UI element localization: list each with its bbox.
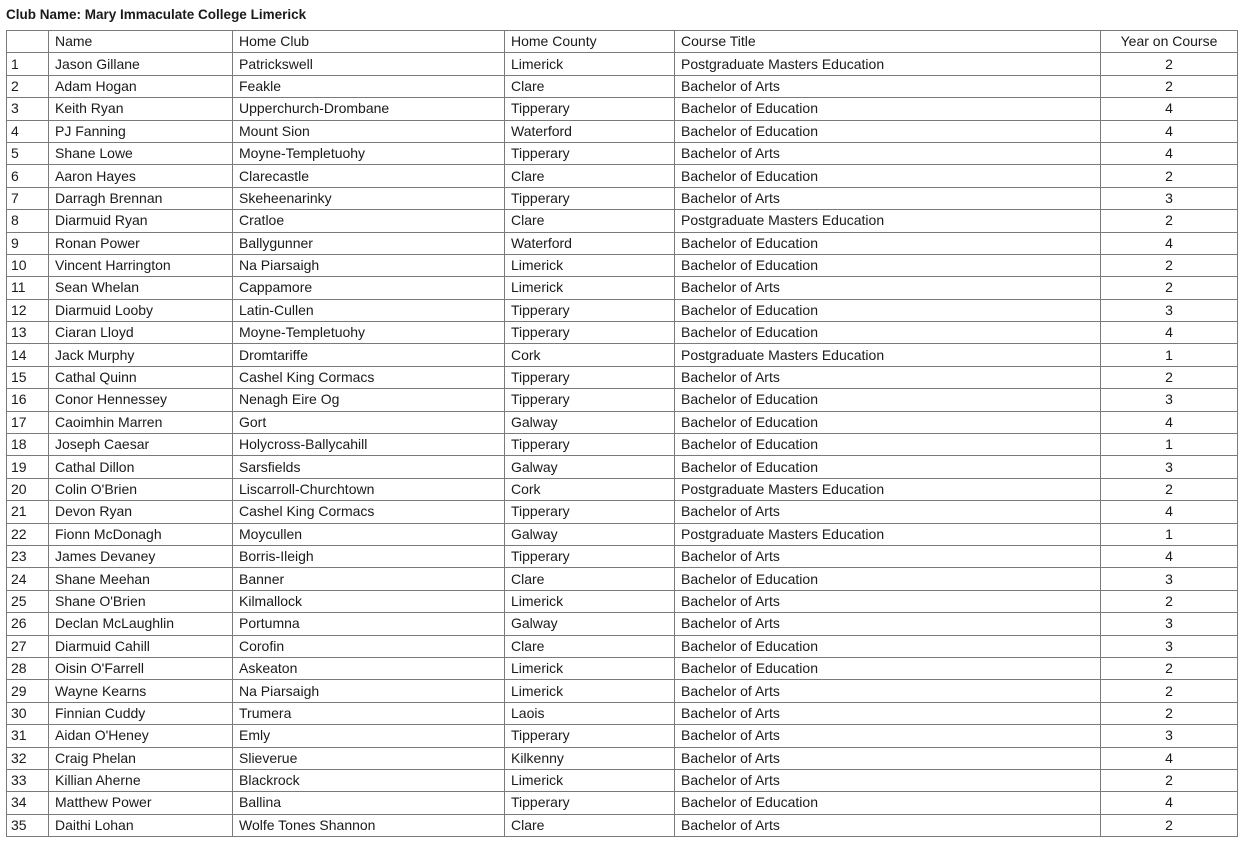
cell-number: 22 <box>7 523 49 545</box>
cell-home-club: Skeheenarinky <box>233 187 505 209</box>
cell-home-county: Cork <box>505 344 675 366</box>
cell-course-title: Postgraduate Masters Education <box>675 53 1101 75</box>
cell-number: 3 <box>7 98 49 120</box>
cell-course-title: Bachelor of Arts <box>675 75 1101 97</box>
club-title: Club Name: Mary Immaculate College Limerick <box>6 7 307 22</box>
cell-home-club: Holycross-Ballycahill <box>233 434 505 456</box>
cell-name: Colin O'Brien <box>49 478 233 500</box>
cell-name: Shane Lowe <box>49 142 233 164</box>
cell-course-title: Bachelor of Arts <box>675 545 1101 567</box>
cell-number: 20 <box>7 478 49 500</box>
table-row <box>7 501 1238 523</box>
cell-number: 4 <box>7 120 49 142</box>
column-header-year-on-course: Year on Course <box>1101 31 1238 53</box>
cell-home-club: Cashel King Cormacs <box>233 366 505 388</box>
cell-home-county: Laois <box>505 702 675 724</box>
cell-name: Daithi Lohan <box>49 814 233 836</box>
cell-year-on-course: 1 <box>1101 344 1238 366</box>
cell-course-title: Bachelor of Arts <box>675 501 1101 523</box>
table-row <box>7 98 1238 120</box>
cell-course-title: Bachelor of Education <box>675 120 1101 142</box>
cell-year-on-course: 4 <box>1101 120 1238 142</box>
cell-course-title: Bachelor of Arts <box>675 187 1101 209</box>
table-row <box>7 120 1238 142</box>
cell-home-club: Cappamore <box>233 277 505 299</box>
cell-name: Declan McLaughlin <box>49 613 233 635</box>
cell-number: 15 <box>7 366 49 388</box>
cell-course-title: Bachelor of Education <box>675 165 1101 187</box>
cell-course-title: Bachelor of Education <box>675 411 1101 433</box>
cell-name: Cathal Quinn <box>49 366 233 388</box>
cell-course-title: Bachelor of Education <box>675 657 1101 679</box>
header-row <box>7 31 1238 53</box>
cell-home-club: Feakle <box>233 75 505 97</box>
column-header-home-club: Home Club <box>233 31 505 53</box>
cell-home-club: Patrickswell <box>233 53 505 75</box>
cell-home-club: Gort <box>233 411 505 433</box>
cell-home-club: Ballina <box>233 792 505 814</box>
cell-year-on-course: 3 <box>1101 389 1238 411</box>
cell-home-county: Galway <box>505 523 675 545</box>
table-row <box>7 613 1238 635</box>
cell-home-club: Banner <box>233 568 505 590</box>
cell-name: Ronan Power <box>49 232 233 254</box>
table-row <box>7 322 1238 344</box>
cell-year-on-course: 2 <box>1101 277 1238 299</box>
cell-home-club: Nenagh Eire Og <box>233 389 505 411</box>
cell-home-county: Cork <box>505 478 675 500</box>
cell-home-club: Trumera <box>233 702 505 724</box>
table-row <box>7 53 1238 75</box>
cell-home-club: Cratloe <box>233 210 505 232</box>
cell-course-title: Bachelor of Education <box>675 299 1101 321</box>
cell-year-on-course: 3 <box>1101 456 1238 478</box>
cell-course-title: Bachelor of Arts <box>675 702 1101 724</box>
cell-course-title: Bachelor of Arts <box>675 613 1101 635</box>
table-row <box>7 254 1238 276</box>
cell-year-on-course: 2 <box>1101 478 1238 500</box>
cell-year-on-course: 2 <box>1101 75 1238 97</box>
cell-home-club: Slieverue <box>233 747 505 769</box>
cell-home-county: Clare <box>505 75 675 97</box>
table-row <box>7 299 1238 321</box>
cell-year-on-course: 2 <box>1101 657 1238 679</box>
table-row <box>7 769 1238 791</box>
cell-home-club: Wolfe Tones Shannon <box>233 814 505 836</box>
cell-home-county: Limerick <box>505 657 675 679</box>
cell-year-on-course: 3 <box>1101 613 1238 635</box>
cell-year-on-course: 2 <box>1101 680 1238 702</box>
cell-home-club: Latin-Cullen <box>233 299 505 321</box>
cell-home-county: Limerick <box>505 254 675 276</box>
cell-home-club: Blackrock <box>233 769 505 791</box>
cell-home-club: Corofin <box>233 635 505 657</box>
cell-year-on-course: 2 <box>1101 769 1238 791</box>
cell-home-county: Clare <box>505 568 675 590</box>
cell-number: 1 <box>7 53 49 75</box>
cell-home-club: Kilmallock <box>233 590 505 612</box>
cell-number: 23 <box>7 545 49 567</box>
cell-number: 17 <box>7 411 49 433</box>
cell-year-on-course: 4 <box>1101 232 1238 254</box>
table-row <box>7 411 1238 433</box>
cell-home-county: Kilkenny <box>505 747 675 769</box>
column-header-home-county: Home County <box>505 31 675 53</box>
cell-course-title: Bachelor of Arts <box>675 142 1101 164</box>
cell-year-on-course: 3 <box>1101 187 1238 209</box>
table-row <box>7 389 1238 411</box>
cell-year-on-course: 4 <box>1101 501 1238 523</box>
cell-number: 5 <box>7 142 49 164</box>
column-header-course-title: Course Title <box>675 31 1101 53</box>
cell-name: Cathal Dillon <box>49 456 233 478</box>
cell-name: Caoimhin Marren <box>49 411 233 433</box>
cell-course-title: Bachelor of Education <box>675 232 1101 254</box>
table-row <box>7 344 1238 366</box>
cell-home-club: Liscarroll-Churchtown <box>233 478 505 500</box>
cell-number: 10 <box>7 254 49 276</box>
cell-name: Wayne Kearns <box>49 680 233 702</box>
cell-name: Darragh Brennan <box>49 187 233 209</box>
cell-course-title: Bachelor of Arts <box>675 590 1101 612</box>
cell-home-county: Tipperary <box>505 98 675 120</box>
cell-course-title: Bachelor of Education <box>675 389 1101 411</box>
cell-year-on-course: 2 <box>1101 590 1238 612</box>
cell-name: Diarmuid Ryan <box>49 210 233 232</box>
cell-home-county: Tipperary <box>505 366 675 388</box>
cell-year-on-course: 2 <box>1101 702 1238 724</box>
cell-home-county: Clare <box>505 165 675 187</box>
cell-year-on-course: 4 <box>1101 142 1238 164</box>
cell-name: Craig Phelan <box>49 747 233 769</box>
cell-number: 30 <box>7 702 49 724</box>
table-row <box>7 232 1238 254</box>
cell-home-county: Waterford <box>505 232 675 254</box>
cell-course-title: Bachelor of Arts <box>675 366 1101 388</box>
cell-number: 33 <box>7 769 49 791</box>
cell-home-county: Tipperary <box>505 187 675 209</box>
table-row <box>7 747 1238 769</box>
cell-year-on-course: 1 <box>1101 434 1238 456</box>
cell-name: Diarmuid Looby <box>49 299 233 321</box>
table-row <box>7 590 1238 612</box>
cell-home-club: Mount Sion <box>233 120 505 142</box>
table-row <box>7 478 1238 500</box>
cell-home-club: Portumna <box>233 613 505 635</box>
table-row <box>7 277 1238 299</box>
cell-year-on-course: 3 <box>1101 568 1238 590</box>
cell-number: 7 <box>7 187 49 209</box>
cell-home-county: Tipperary <box>505 322 675 344</box>
cell-name: Shane O'Brien <box>49 590 233 612</box>
cell-home-county: Galway <box>505 456 675 478</box>
cell-number: 21 <box>7 501 49 523</box>
cell-home-county: Limerick <box>505 680 675 702</box>
cell-year-on-course: 3 <box>1101 725 1238 747</box>
cell-course-title: Bachelor of Education <box>675 792 1101 814</box>
cell-year-on-course: 4 <box>1101 411 1238 433</box>
cell-course-title: Bachelor of Education <box>675 322 1101 344</box>
roster-body <box>7 53 1238 837</box>
cell-name: Vincent Harrington <box>49 254 233 276</box>
table-row <box>7 680 1238 702</box>
column-header-number <box>7 31 49 53</box>
cell-home-club: Sarsfields <box>233 456 505 478</box>
cell-home-county: Tipperary <box>505 792 675 814</box>
table-row <box>7 568 1238 590</box>
cell-course-title: Bachelor of Arts <box>675 725 1101 747</box>
table-row <box>7 545 1238 567</box>
cell-number: 6 <box>7 165 49 187</box>
cell-name: Ciaran Lloyd <box>49 322 233 344</box>
roster-table <box>6 30 1238 837</box>
cell-name: Jason Gillane <box>49 53 233 75</box>
cell-home-club: Emly <box>233 725 505 747</box>
table-row <box>7 165 1238 187</box>
table-row <box>7 75 1238 97</box>
cell-course-title: Bachelor of Education <box>675 254 1101 276</box>
cell-number: 14 <box>7 344 49 366</box>
table-row <box>7 210 1238 232</box>
cell-number: 18 <box>7 434 49 456</box>
cell-course-title: Bachelor of Arts <box>675 680 1101 702</box>
table-row <box>7 187 1238 209</box>
cell-number: 2 <box>7 75 49 97</box>
cell-year-on-course: 4 <box>1101 747 1238 769</box>
cell-year-on-course: 2 <box>1101 366 1238 388</box>
cell-home-county: Limerick <box>505 590 675 612</box>
cell-course-title: Postgraduate Masters Education <box>675 344 1101 366</box>
cell-home-county: Tipperary <box>505 434 675 456</box>
cell-number: 26 <box>7 613 49 635</box>
cell-year-on-course: 1 <box>1101 523 1238 545</box>
cell-home-club: Clarecastle <box>233 165 505 187</box>
cell-year-on-course: 3 <box>1101 635 1238 657</box>
cell-name: Killian Aherne <box>49 769 233 791</box>
cell-home-club: Na Piarsaigh <box>233 254 505 276</box>
cell-course-title: Bachelor of Education <box>675 434 1101 456</box>
cell-course-title: Bachelor of Education <box>675 568 1101 590</box>
cell-home-club: Ballygunner <box>233 232 505 254</box>
column-header-name: Name <box>49 31 233 53</box>
table-row <box>7 702 1238 724</box>
table-row <box>7 434 1238 456</box>
cell-number: 28 <box>7 657 49 679</box>
cell-course-title: Bachelor of Arts <box>675 747 1101 769</box>
cell-year-on-course: 2 <box>1101 53 1238 75</box>
cell-name: Aaron Hayes <box>49 165 233 187</box>
cell-home-club: Moyne-Templetuohy <box>233 322 505 344</box>
cell-home-county: Galway <box>505 613 675 635</box>
cell-home-club: Na Piarsaigh <box>233 680 505 702</box>
cell-home-county: Clare <box>505 814 675 836</box>
cell-home-county: Tipperary <box>505 545 675 567</box>
cell-course-title: Bachelor of Education <box>675 98 1101 120</box>
cell-course-title: Postgraduate Masters Education <box>675 523 1101 545</box>
cell-year-on-course: 4 <box>1101 792 1238 814</box>
cell-number: 8 <box>7 210 49 232</box>
cell-number: 11 <box>7 277 49 299</box>
cell-year-on-course: 2 <box>1101 814 1238 836</box>
cell-year-on-course: 2 <box>1101 165 1238 187</box>
table-row <box>7 792 1238 814</box>
cell-course-title: Bachelor of Arts <box>675 814 1101 836</box>
cell-year-on-course: 2 <box>1101 254 1238 276</box>
cell-name: PJ Fanning <box>49 120 233 142</box>
cell-number: 24 <box>7 568 49 590</box>
cell-number: 19 <box>7 456 49 478</box>
cell-name: Devon Ryan <box>49 501 233 523</box>
cell-number: 35 <box>7 814 49 836</box>
cell-name: Sean Whelan <box>49 277 233 299</box>
cell-name: Jack Murphy <box>49 344 233 366</box>
cell-home-club: Moyne-Templetuohy <box>233 142 505 164</box>
cell-number: 16 <box>7 389 49 411</box>
cell-number: 27 <box>7 635 49 657</box>
cell-home-county: Clare <box>505 635 675 657</box>
cell-name: Finnian Cuddy <box>49 702 233 724</box>
cell-year-on-course: 4 <box>1101 98 1238 120</box>
cell-home-club: Askeaton <box>233 657 505 679</box>
cell-year-on-course: 4 <box>1101 545 1238 567</box>
cell-home-club: Cashel King Cormacs <box>233 501 505 523</box>
cell-home-county: Tipperary <box>505 725 675 747</box>
cell-name: James Devaney <box>49 545 233 567</box>
cell-number: 9 <box>7 232 49 254</box>
cell-home-county: Limerick <box>505 769 675 791</box>
cell-home-county: Tipperary <box>505 299 675 321</box>
cell-course-title: Bachelor of Arts <box>675 277 1101 299</box>
cell-name: Keith Ryan <box>49 98 233 120</box>
cell-home-county: Tipperary <box>505 389 675 411</box>
cell-number: 13 <box>7 322 49 344</box>
cell-home-county: Clare <box>505 210 675 232</box>
cell-name: Conor Hennessey <box>49 389 233 411</box>
cell-course-title: Postgraduate Masters Education <box>675 210 1101 232</box>
cell-year-on-course: 3 <box>1101 299 1238 321</box>
cell-number: 32 <box>7 747 49 769</box>
table-row <box>7 523 1238 545</box>
table-row <box>7 725 1238 747</box>
cell-course-title: Bachelor of Education <box>675 456 1101 478</box>
cell-home-county: Galway <box>505 411 675 433</box>
cell-course-title: Postgraduate Masters Education <box>675 478 1101 500</box>
cell-number: 29 <box>7 680 49 702</box>
cell-home-club: Dromtariffe <box>233 344 505 366</box>
cell-home-county: Limerick <box>505 53 675 75</box>
cell-home-county: Waterford <box>505 120 675 142</box>
table-row <box>7 456 1238 478</box>
cell-name: Matthew Power <box>49 792 233 814</box>
cell-name: Aidan O'Heney <box>49 725 233 747</box>
table-row <box>7 142 1238 164</box>
cell-name: Joseph Caesar <box>49 434 233 456</box>
cell-number: 12 <box>7 299 49 321</box>
cell-home-county: Tipperary <box>505 142 675 164</box>
cell-home-county: Limerick <box>505 277 675 299</box>
cell-home-county: Tipperary <box>505 501 675 523</box>
cell-year-on-course: 4 <box>1101 322 1238 344</box>
cell-name: Oisin O'Farrell <box>49 657 233 679</box>
cell-name: Shane Meehan <box>49 568 233 590</box>
cell-name: Diarmuid Cahill <box>49 635 233 657</box>
table-row <box>7 657 1238 679</box>
cell-name: Fionn McDonagh <box>49 523 233 545</box>
cell-number: 34 <box>7 792 49 814</box>
cell-number: 25 <box>7 590 49 612</box>
cell-course-title: Bachelor of Arts <box>675 769 1101 791</box>
cell-home-club: Moycullen <box>233 523 505 545</box>
cell-home-club: Upperchurch-Drombane <box>233 98 505 120</box>
cell-number: 31 <box>7 725 49 747</box>
cell-course-title: Bachelor of Education <box>675 635 1101 657</box>
table-row <box>7 635 1238 657</box>
cell-name: Adam Hogan <box>49 75 233 97</box>
table-row <box>7 366 1238 388</box>
cell-home-club: Borris-Ileigh <box>233 545 505 567</box>
table-row <box>7 814 1238 836</box>
cell-year-on-course: 2 <box>1101 210 1238 232</box>
